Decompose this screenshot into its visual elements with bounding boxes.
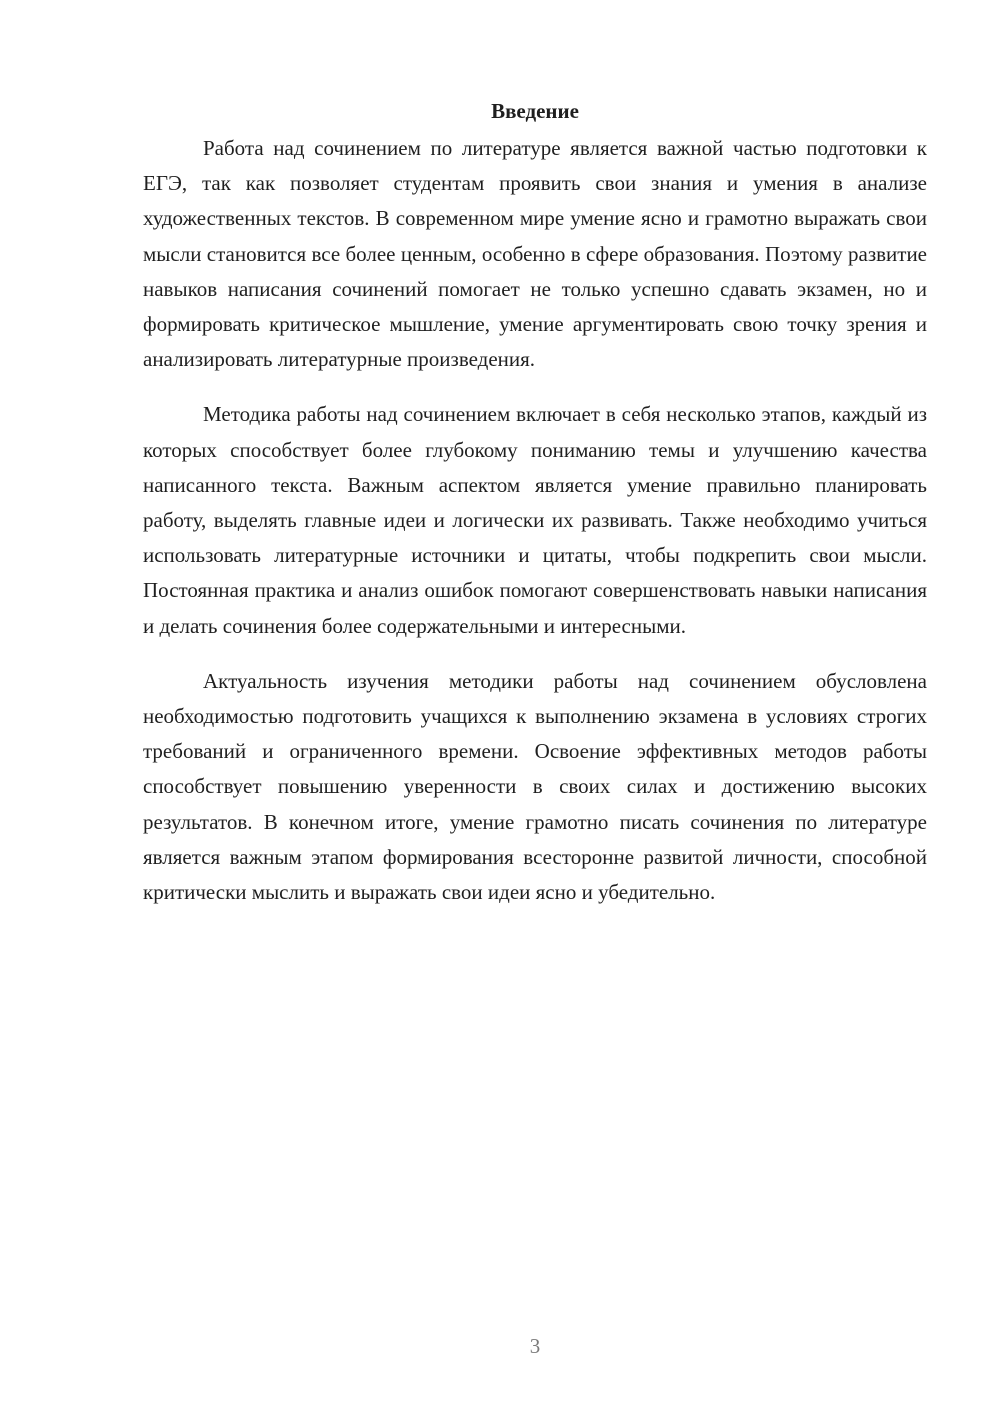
page-number: 3 bbox=[529, 1334, 541, 1358]
paragraph-methodology: Методика работы над сочинением включает в себя несколько этапов, каждый из которых способствует более глубокому пониманию темы и улучшению качества написанного текста. Важным аспектом является умение правильно планировать работу, выделять главные идеи и логически их развивать. Также необходимо учиться использовать литературные источники и цитаты, чтобы подкрепить свои мысли. Постоянная практика и анализ ошибок помогают совершенствовать навыки написания и делать сочинения более содержательными и интересными. bbox=[143, 402, 927, 638]
paragraph-intro: Работа над сочинением по литературе является важной частью подготовки к ЕГЭ, так как позволяет студентам проявить свои знания и умения в анализе художественных текстов. В современном мире умение ясно и грамотно выражать свои мысли становится все более ценным, особенно в сфере образования. Поэтому развитие навыков написания сочинений помогает не только успешно сдавать экзамен, но и формировать критическое мышление, умение аргументировать свою точку зрения и анализировать литературные произведения. bbox=[143, 136, 927, 372]
page-body bbox=[143, 95, 927, 910]
paragraph-relevance: Актуальность изучения методики работы над сочинением обусловлена необходимостью подготовить учащихся к выполнению экзамена в условиях строгих требований и ограниченного времени. Освоение эффективных методов работы способствует повышению уверенности в своих силах и достижению высоких результатов. В конечном итоге, умение грамотно писать сочинения по литературе является важным этапом формирования всесторонне развитой личности, способной критически мыслить и выражать свои идеи ясно и убедительно. bbox=[143, 668, 927, 905]
section-heading: Введение bbox=[491, 99, 579, 123]
